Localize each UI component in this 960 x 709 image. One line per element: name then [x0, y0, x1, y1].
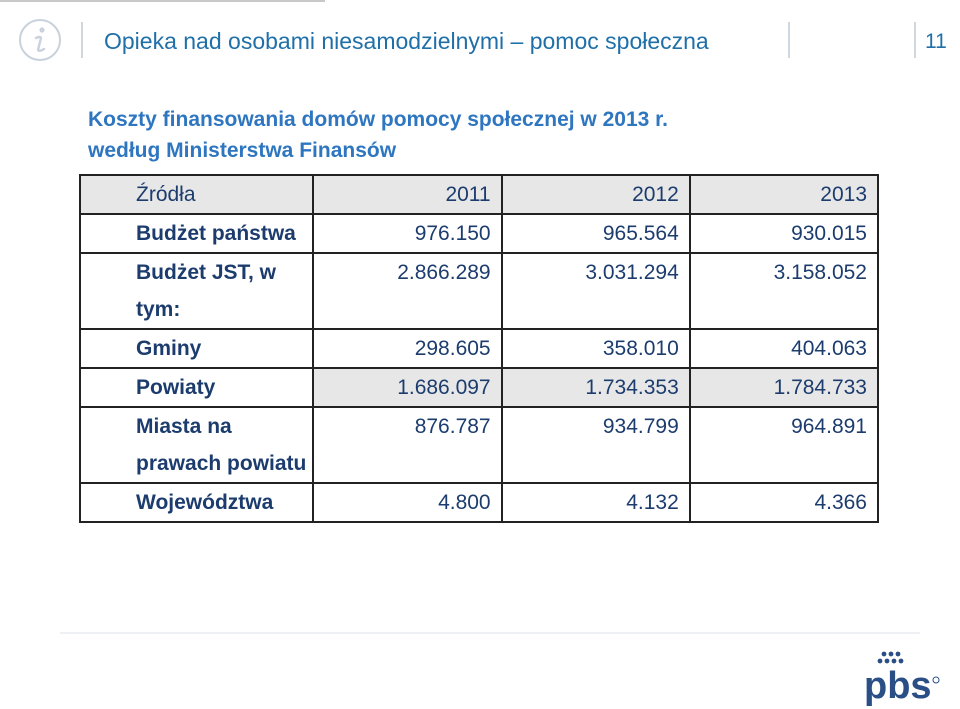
- cell-value: 964.891: [690, 407, 878, 483]
- row-label: Województwa: [80, 483, 313, 522]
- row-label: Gminy: [80, 329, 313, 368]
- cell-value: 4.132: [502, 483, 690, 522]
- cell-value: 358.010: [502, 329, 690, 368]
- cell-value: 1.734.353: [502, 368, 690, 407]
- header-divider-mid: [788, 22, 790, 58]
- logo-text: pbs: [864, 665, 932, 706]
- table-row: [80, 253, 878, 329]
- table-row: [80, 368, 878, 407]
- cell-value: 965.564: [502, 214, 690, 253]
- header-divider-left: [81, 22, 83, 58]
- cell-value: 876.787: [313, 407, 501, 483]
- column-header-2012: 2012: [502, 175, 690, 214]
- column-header-2011: 2011: [313, 175, 501, 214]
- cell-value: 4.366: [690, 483, 878, 522]
- cell-value: 1.686.097: [313, 368, 501, 407]
- cell-value: 3.031.294: [502, 253, 690, 329]
- page-title: Koszty finansowania domów pomocy społecznej w 2013 r.: [88, 108, 668, 131]
- row-label: Powiaty: [80, 368, 313, 407]
- page-subtitle: według Ministerstwa Finansów: [88, 139, 397, 162]
- info-icon: [18, 18, 62, 62]
- slide-number: 11: [925, 30, 947, 53]
- costs-table: [79, 174, 879, 523]
- row-label: Miasta na prawach powiatu: [80, 407, 313, 483]
- header-divider-right: [914, 22, 916, 58]
- table-header-row: [80, 175, 878, 214]
- cell-value: 4.800: [313, 483, 501, 522]
- cell-value: 298.605: [313, 329, 501, 368]
- pbs-logo: [862, 650, 942, 706]
- top-divider: [0, 0, 325, 2]
- cell-value: 3.158.052: [690, 253, 878, 329]
- column-header-2013: 2013: [690, 175, 878, 214]
- row-label: Budżet państwa: [80, 214, 313, 253]
- table-row: [80, 483, 878, 522]
- cell-value: 404.063: [690, 329, 878, 368]
- row-label: Budżet JST, w tym:: [80, 253, 313, 329]
- cell-value: 2.866.289: [313, 253, 501, 329]
- cell-value: 930.015: [690, 214, 878, 253]
- footer-divider: [60, 632, 920, 634]
- cell-value: 976.150: [313, 214, 501, 253]
- cell-value: 1.784.733: [690, 368, 878, 407]
- column-header-source: Źródła: [80, 175, 313, 214]
- table-row: [80, 329, 878, 368]
- header-title: Opieka nad osobami niesamodzielnymi – pomoc społeczna: [104, 28, 709, 54]
- table-row: [80, 214, 878, 253]
- cell-value: 934.799: [502, 407, 690, 483]
- table-row: [80, 407, 878, 483]
